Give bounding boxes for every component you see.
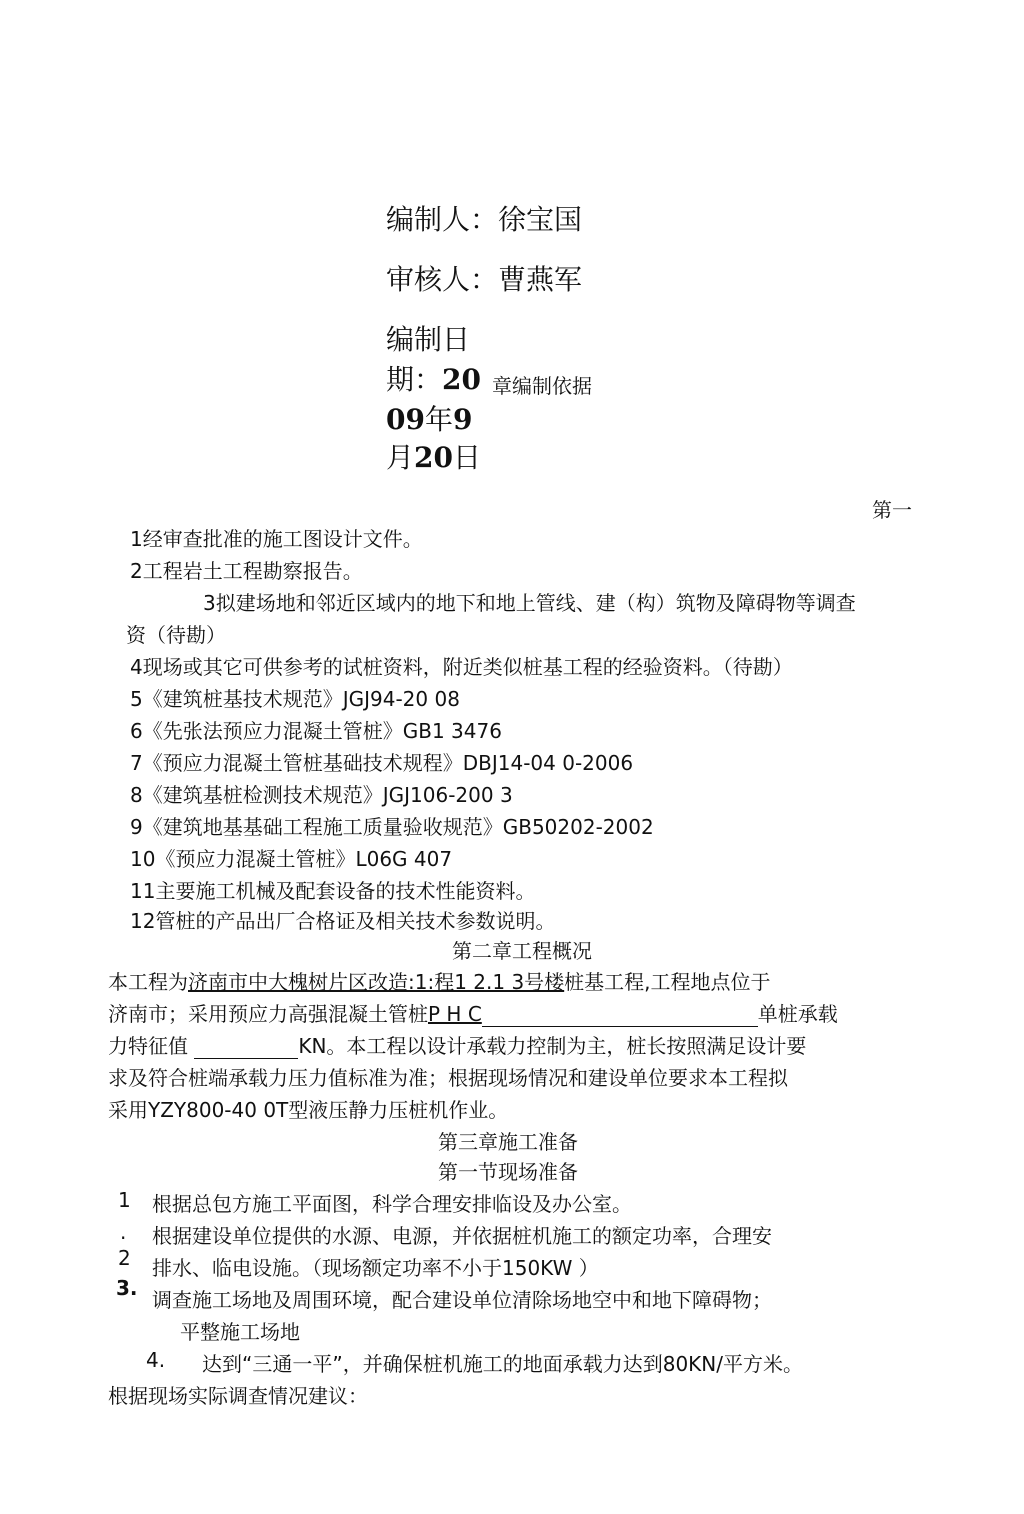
section1-title: 第一节现场准备 — [438, 1160, 578, 1184]
basis-item-7: 7《预应力混凝土管桩基础技术规程》DBJ14-04 0-2006 — [130, 751, 634, 775]
para-text: 济南市；采用预应力高强混凝土管桩 — [108, 1002, 428, 1026]
basis-item-9: 9《建筑地基基础工程施工质量验收规范》GB50202-2002 — [130, 815, 654, 839]
date-month: 9 — [452, 403, 473, 436]
item-2-text-b: 排水、临电设施。（现场额定功率不小于150KW ） — [152, 1256, 599, 1280]
item-4-number: 4. — [146, 1348, 166, 1372]
date-year-part1: 20 — [442, 363, 481, 396]
para-text: 单桩承载 — [757, 1002, 838, 1026]
basis-item-4: 4现场或其它可供参考的试桩资料，附近类似桩基工程的经验资料。（待勘） — [130, 655, 793, 679]
basis-item-12: 12管桩的产品出厂合格证及相关技术参数说明。 — [130, 909, 556, 933]
item-1-text: 根据总包方施工平面图，科学合理安排临设及办公室。 — [152, 1192, 632, 1216]
para-text: 本工程为 — [108, 970, 188, 994]
basis-item-3: 3拟建场地和邻近区域内的地下和地上管线、建（构）筑物及障碍物等调查 — [203, 591, 856, 615]
item-2-number: 2 — [118, 1246, 131, 1270]
capacity-blank — [194, 1034, 298, 1059]
item-1-number: 1 — [118, 1188, 131, 1212]
day-char: 日 — [452, 441, 481, 474]
chapter1-prefix: 第一 — [872, 498, 912, 522]
item-3-number: 3. — [116, 1276, 138, 1300]
basis-item-6: 6《先张法预应力混凝土管桩》GB1 3476 — [130, 719, 502, 743]
item-2-bullet: . — [120, 1220, 127, 1244]
chapter1-title-part: 章编制依据 — [492, 374, 592, 398]
basis-item-11: 11主要施工机械及配套设备的技术性能资料。 — [130, 879, 536, 903]
month-char: 月 — [386, 441, 415, 474]
chapter2-para-line-4: 求及符合桩端承载力压力值标准为准；根据现场情况和建设单位要求本工程拟 — [108, 1066, 788, 1090]
compiler-line: 编制人：徐宝国 — [386, 203, 583, 236]
project-name: 济南市中大槐树片区改造:1:程1 2.1 3号楼 — [188, 970, 565, 994]
pile-type: P H C — [428, 1002, 482, 1026]
para-text: KN。本工程以设计承载力控制为主，桩长按照满足设计要 — [298, 1034, 807, 1058]
basis-item-8: 8《建筑基桩检测技术规范》JGJ106-200 3 — [130, 783, 513, 807]
date-day: 20 — [414, 441, 453, 474]
date-year-part2: 09 — [386, 403, 425, 436]
chapter2-para-line-5: 采用YZY800-40 0T型液压静力压桩机作业。 — [108, 1098, 509, 1122]
basis-item-3-cont: 资（待勘） — [126, 623, 226, 647]
basis-item-10: 10《预应力混凝土管桩》L06G 407 — [130, 847, 453, 871]
date-label: 期： — [386, 363, 443, 396]
basis-item-1: 1经审查批准的施工图设计文件。 — [130, 527, 423, 551]
reviewer-line: 审核人：曹燕军 — [386, 263, 583, 296]
item-2-text-a: 根据建设单位提供的水源、电源，并依据桩机施工的额定功率，合理安 — [152, 1224, 772, 1248]
chapter2-title: 第二章工程概况 — [452, 939, 592, 963]
year-char: 年 — [424, 403, 453, 436]
chapter3-title: 第三章施工准备 — [438, 1130, 578, 1154]
closing-line: 根据现场实际调查情况建议： — [108, 1384, 368, 1408]
para-text: 桩基工程,工程地点位于 — [564, 970, 771, 994]
date-line-1: 编制日 — [386, 323, 471, 356]
date-line-4 — [386, 436, 481, 476]
item-4-text: 达到“三通一平”，并确保桩机施工的地面承载力达到80KN/平方米。 — [202, 1352, 803, 1376]
basis-item-2: 2工程岩土工程勘察报告。 — [130, 559, 363, 583]
date-line-2 — [386, 358, 481, 398]
item-3-text-b: 平整施工场地 — [180, 1320, 300, 1344]
para-text: 力特征值 — [108, 1034, 188, 1058]
chapter2-para-line-3 — [108, 1030, 806, 1059]
item-3-text-a: 调查施工场地及周围环境，配合建设单位清除场地空中和地下障碍物； — [152, 1288, 772, 1312]
date-line-3 — [386, 398, 472, 438]
pile-type-blank — [482, 1002, 758, 1027]
basis-item-5: 5《建筑桩基技术规范》JGJ94-20 08 — [130, 687, 460, 711]
chapter2-para-line-1 — [108, 966, 771, 995]
chapter2-para-line-2 — [108, 998, 838, 1027]
